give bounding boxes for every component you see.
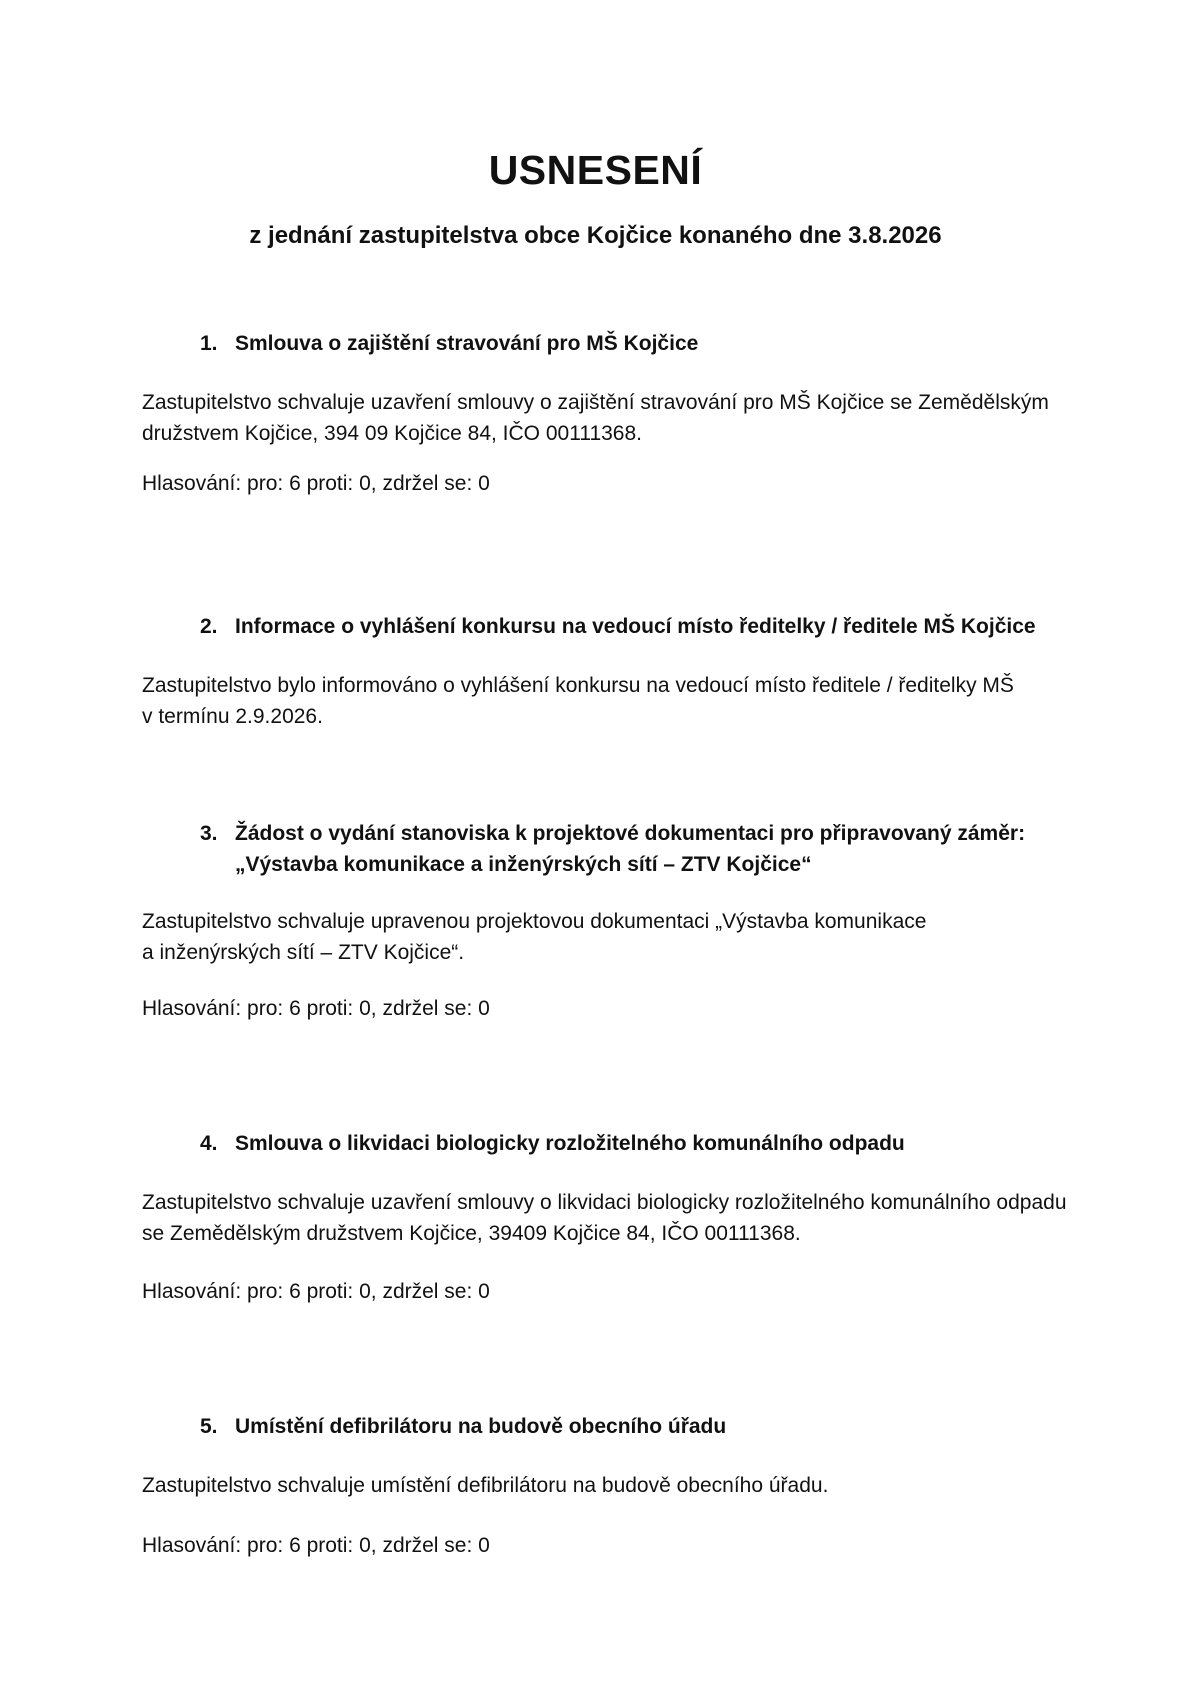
item-3-text-line: Zastupitelstvo schvaluje upravenou projektovou dokumentaci „Výstavba komunikace [142,910,927,933]
item-2-heading-line: Informace o vyhlášení konkursu na vedoucí místo ředitelky / ředitele MŠ Kojčice [235,615,1036,638]
item-3-text [142,906,1142,968]
item-1-text-line: družstvem Kojčice, 394 09 Kojčice 84, IČO 00111368. [142,422,643,445]
item-5-heading [200,1411,726,1442]
item-2-text-line: Zastupitelstvo bylo informováno o vyhlášení konkursu na vedoucí místo ředitele / ředitelky MŠ [142,674,1014,697]
item-3-number: 3. [200,822,218,845]
item-4-text-line: se Zemědělským družstvem Kojčice, 39409 Kojčice 84, IČO 00111368. [142,1222,801,1245]
item-1-vote: Hlasování: pro: 6 proti: 0, zdržel se: 0 [142,472,490,495]
item-1-heading-line: Smlouva o zajištění stravování pro MŠ Kojčice [235,332,699,355]
item-5-number: 5. [200,1415,218,1438]
item-4-number: 4. [200,1132,218,1155]
item-5-text-line: Zastupitelstvo schvaluje umístění defibrilátoru na budově obecního úřadu. [142,1474,829,1497]
item-3-heading-line: „Výstavba komunikace a inženýrských sítí – ZTV Kojčice“ [235,853,812,876]
item-5-heading-line: Umístění defibrilátoru na budově obecního úřadu [235,1415,727,1438]
item-2-text-line: v termínu 2.9.2026. [142,705,323,728]
item-3-heading-line: Žádost o vydání stanoviska k projektové dokumentaci pro připravovaný záměr: [235,822,1026,845]
item-3-text-line: a inženýrských sítí – ZTV Kojčice“. [142,941,465,964]
item-2-text [142,670,1142,732]
item-5-vote: Hlasování: pro: 6 proti: 0, zdržel se: 0 [142,1534,490,1557]
item-4-heading [200,1128,905,1159]
item-3-heading [200,818,1025,880]
document-title: USNESENÍ [488,147,703,193]
item-3-vote: Hlasování: pro: 6 proti: 0, zdržel se: 0 [142,997,490,1020]
item-1-text-line: Zastupitelstvo schvaluje uzavření smlouvy o zajištění stravování pro MŠ Kojčice se Zemědělským [142,391,1049,414]
item-1-text [142,387,1142,449]
item-4-text-line: Zastupitelstvo schvaluje uzavření smlouvy o likvidaci biologicky rozložitelného komunálního odpadu [142,1191,1067,1214]
item-4-text [142,1187,1142,1249]
item-2-heading [200,611,1036,642]
item-1-number: 1. [200,332,218,355]
item-2-number: 2. [200,615,218,638]
document-subtitle: z jednání zastupitelstva obce Kojčice konaného dne 3.8.2026 [249,222,942,249]
item-4-heading-line: Smlouva o likvidaci biologicky rozložitelného komunálního odpadu [235,1132,905,1155]
item-1-heading [200,328,698,359]
item-5-text [142,1470,1142,1501]
item-4-vote: Hlasování: pro: 6 proti: 0, zdržel se: 0 [142,1280,490,1303]
